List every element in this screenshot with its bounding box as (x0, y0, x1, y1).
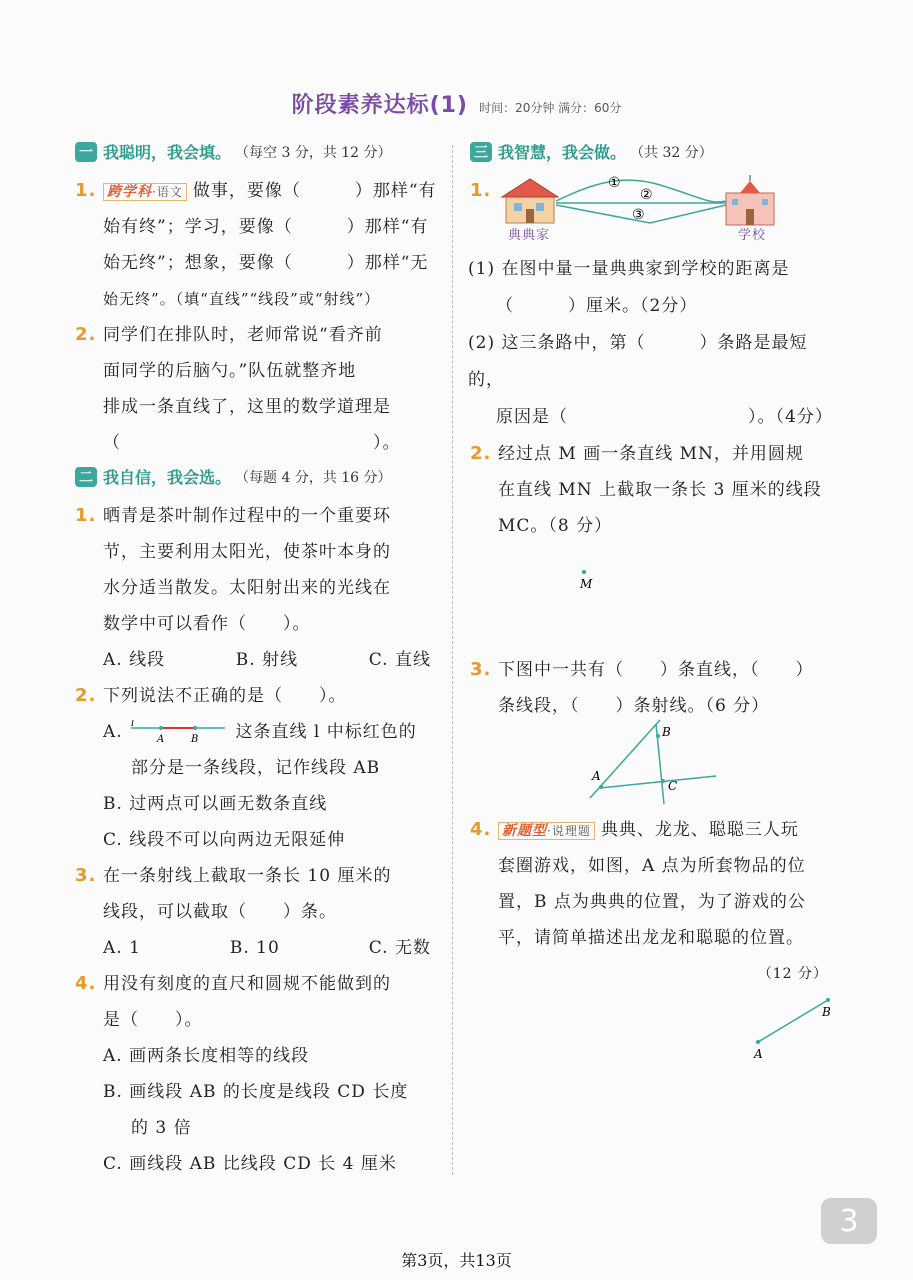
option-b[interactable]: B. 画线段 AB 的长度是线段 CD 长度 的 3 倍 (103, 1082, 409, 1138)
svg-text:A: A (754, 1047, 764, 1061)
section-badge: 一 (75, 142, 97, 162)
fill-question-1: 1. 跨学科·语文 做事，要像（ ）那样“有 始有终”；学习，要像（ ）那样“有 始无终”；想象，要像（ ）那样“无 始无终”。（填“直线”“线段”或“射线”） (75, 173, 437, 317)
svg-text:C: C (668, 779, 679, 793)
question-number: 1. (470, 180, 492, 201)
question-number: 4. (470, 819, 492, 840)
choice-question-1: 1. 晒青是茶叶制作过程中的一个重要环 节，主要利用太阳光，使茶叶本身的 水分适当散发。太阳射出来的光线在 数学中可以看作（ ）。 A. 线段 B. 射线 C. 直线 (75, 498, 437, 678)
question-number: 3. (75, 865, 97, 886)
do-question-1-part-1: (1) 在图中量一量典典家到学校的距离是 （ ）厘米。（2分） (468, 259, 790, 316)
section-title: 我自信，我会选。 (103, 468, 232, 487)
options (103, 930, 437, 966)
question-score: （12 分） (757, 966, 828, 982)
choice-question-3: 3. 在一条射线上截取一条长 10 厘米的 线段，可以截取（ ）条。 A. 1 B. 10 C. 无数 (75, 858, 437, 966)
option-a[interactable]: A. 1 (103, 938, 141, 958)
option-b[interactable]: B. 过两点可以画无数条直线 (103, 794, 328, 814)
section-title: 我智慧，我会做。 (498, 143, 627, 162)
svg-text:A: A (592, 769, 602, 783)
question-number: 2. (75, 324, 97, 345)
svg-text:M: M (580, 577, 594, 591)
question-number: 2. (470, 443, 492, 464)
svg-text:②: ② (640, 187, 654, 203)
section-title: 我聪明，我会填。 (103, 143, 232, 162)
option-a[interactable]: A. 线段 (103, 650, 166, 670)
svg-text:B: B (662, 725, 672, 739)
option-b[interactable]: B. 10 (229, 938, 280, 958)
svg-text:B: B (822, 1005, 832, 1019)
options (103, 642, 437, 678)
section-fill (75, 140, 437, 163)
section-score: （共 32 分） (630, 144, 713, 161)
house-icon (502, 179, 558, 223)
left-column (75, 140, 437, 1182)
svg-text:①: ① (608, 175, 622, 191)
question-number: 3. (470, 659, 492, 680)
do-question-1-figure (470, 173, 840, 251)
section-badge: 三 (470, 142, 492, 162)
option-c[interactable]: C. 线段不可以向两边无限延伸 (103, 830, 346, 850)
right-column (470, 140, 840, 1075)
section-score: （每题 4 分，共 16 分） (235, 469, 392, 486)
lines-figure (580, 718, 720, 808)
option-a[interactable]: A. 画两条长度相等的线段 (103, 1046, 310, 1066)
svg-text:l: l (131, 719, 136, 729)
choice-question-2: 2. 下列说法不正确的是（ ）。 A. l A B 这条直线 l 中标红色的 部分是一条线段，记作线段 AB B. 过两点可以画无数条直线 C. 线段不可以向两边无限延伸 (75, 678, 437, 858)
svg-text:A: A (157, 733, 166, 745)
option-c[interactable]: C. 无数 (368, 938, 431, 958)
section-badge: 二 (75, 467, 97, 487)
time-score-info: 时间：20分钟 满分：60分 (479, 101, 622, 115)
point-m-figure (574, 566, 604, 596)
subject-tag: 跨学科·语文 (103, 183, 187, 201)
choice-question-4: 4. 用没有刻度的直尺和圆规不能做到的 是（ ）。 A. 画两条长度相等的线段 B. 画线段 AB 的长度是线段 CD 长度 的 3 倍 C. 画线段 AB 比线段 CD 长 4 厘米 (75, 966, 437, 1182)
fill-question-2: 2. 同学们在排队时，老师常说“看齐前 面同学的后脑勺。”队伍就整齐地 排成一条直线了，这里的数学道理是 （ ）。 (75, 317, 437, 461)
school-icon (726, 175, 774, 225)
option-b[interactable]: B. 射线 (235, 650, 299, 670)
question-number: 2. (75, 685, 97, 706)
section-do (470, 140, 840, 163)
do-question-1-part-2: (2) 这三条路中，第（ ）条路是最短的， 原因是（ ）。（4分） (468, 333, 833, 427)
header (0, 88, 913, 119)
option-a[interactable]: A. l A B 这条直线 l 中标红色的 部分是一条线段，记作线段 AB (103, 719, 417, 778)
svg-text:③: ③ (632, 207, 646, 223)
house-label: 典典家 (508, 228, 551, 243)
line-l-figure (129, 720, 229, 746)
question-number: 4. (75, 973, 97, 994)
page-title: 阶段素养达标(1) (291, 93, 468, 118)
option-c[interactable]: C. 直线 (368, 650, 431, 670)
section-choose (75, 465, 437, 488)
column-divider (452, 145, 453, 1175)
option-c[interactable]: C. 画线段 AB 比线段 CD 长 4 厘米 (103, 1154, 397, 1174)
do-question-3: 3. 下图中一共有（ ）条直线，（ ） 条线段，（ ）条射线。（6 分） A B C (470, 652, 840, 812)
route-figure (500, 175, 800, 255)
question-type-tag: 新题型·说理题 (498, 822, 595, 840)
do-question-2: 2. 经过点 M 画一条直线 MN，并用圆规 在直线 MN 上截取一条长 3 厘米的线段 MC。（8 分） M (470, 436, 840, 652)
segment-ab-figure (748, 992, 868, 1062)
page-footer: 第3页，共13页 (401, 1251, 512, 1270)
section-score: （每空 3 分，共 12 分） (235, 144, 392, 161)
svg-text:B: B (191, 733, 200, 745)
question-number: 1. (75, 180, 97, 201)
page-number-badge: 3 (821, 1198, 877, 1244)
school-label: 学校 (738, 228, 767, 243)
do-question-4: 4. 新题型·说理题 典典、龙龙、聪聪三人玩 套圈游戏，如图，A 点为所套物品的位 置，B 点为典典的位置，为了游戏的公 平，请简单描述出龙龙和聪聪的位置。 （12 分） A B (470, 812, 840, 1075)
question-number: 1. (75, 505, 97, 526)
